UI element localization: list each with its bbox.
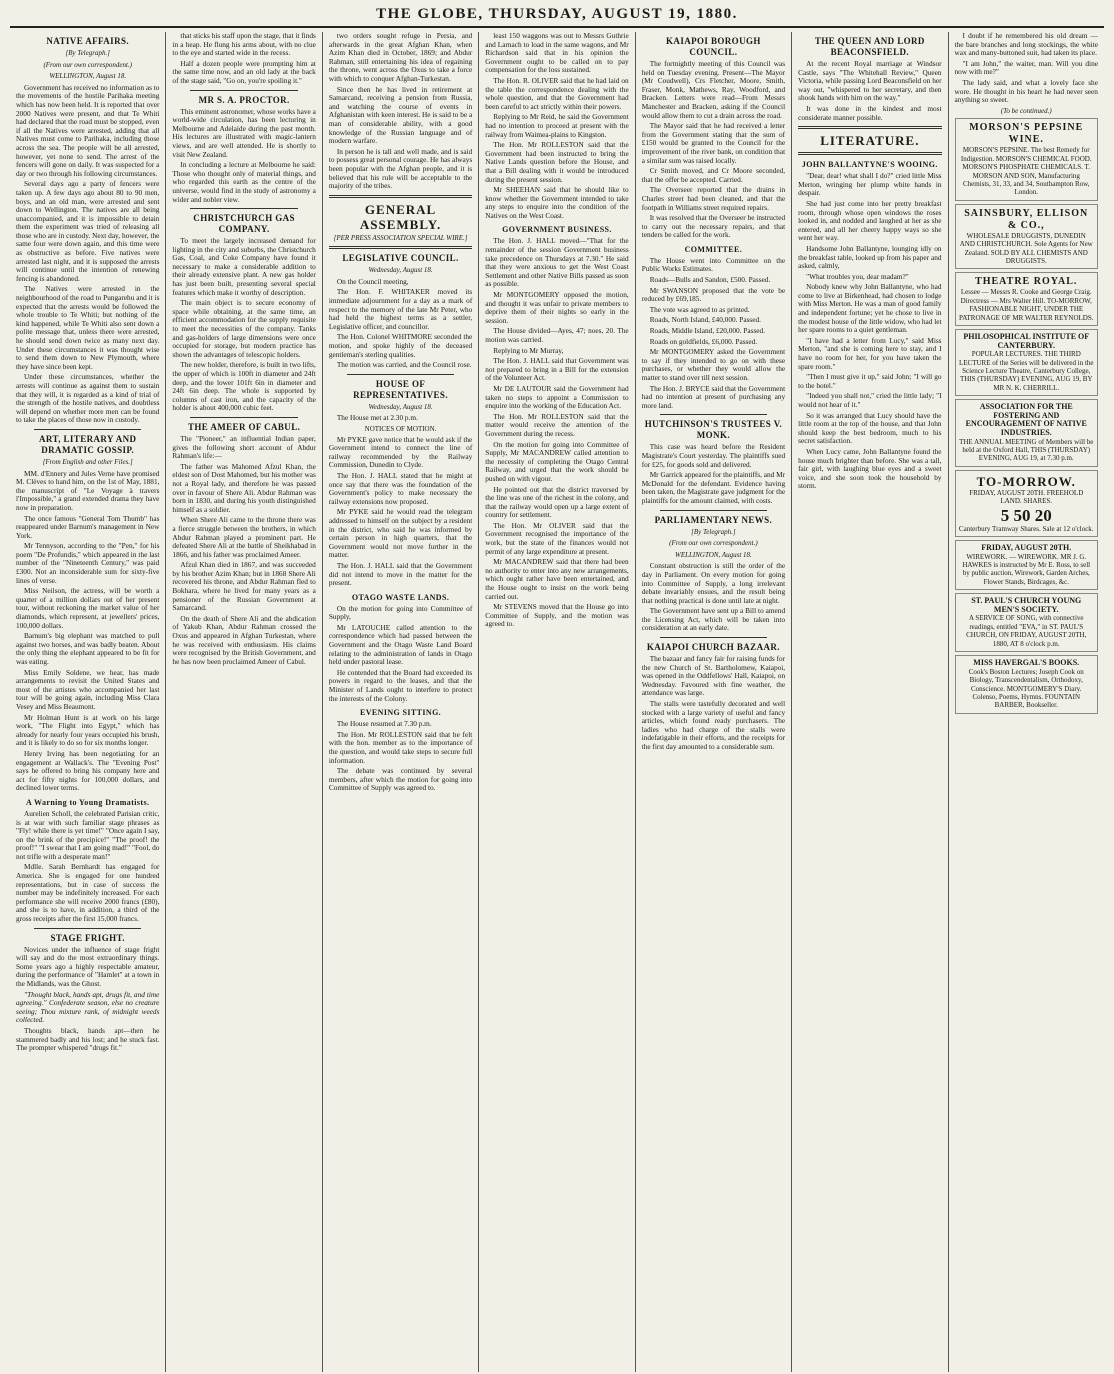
paragraph: Roads, North Island, £40,000. Passed. xyxy=(649,315,761,325)
warning-heading: A Warning to Young Dramatists. xyxy=(26,797,150,807)
paragraph: Miss Emily Soldene, we hear, has made arrangements to revisit the United States and most of the artistes who accompanied her last tour will be going again, including Miss Clara Vesey and Miss Beaumont. xyxy=(16,667,160,711)
art-gossip-heading: ART, LITERARY AND DRAMATIC GOSSIP. xyxy=(38,433,137,455)
paragraph: The "Pioneer," an influential Indian paper, gives the following short account of Abdur Rahman's life:— xyxy=(172,433,316,461)
paragraph: The Hon. J. BRYCE said that the Government had no intention at present of purchasing any more land. xyxy=(641,383,786,410)
paragraph: Mr MONTGOMERY asked the Government to say if they intended to go on with these purchases, or whether they would allow the matter to stand over till next session. xyxy=(641,347,786,382)
paragraph: So it was arranged that Lucy should have the little room at the top of the house, and that John should keep the best bedroom, much to his secret satisfaction. xyxy=(798,410,942,446)
paragraph: Half a dozen people were prompting him at the same time now, and an old lady at the back of the stage said, "Go on, you're spoiling it." xyxy=(172,58,316,85)
paragraph: At the recent Royal marriage at Windsor Castle, says "The Whitehall Review," Queen Victoria, while passing Lord Beaconsfield on her way out, "whispered to her secretary, and then shook hands with him on the way." xyxy=(798,59,942,103)
legislative-council-heading: LEGISLATIVE COUNCIL. xyxy=(342,253,459,264)
divider xyxy=(660,637,767,638)
paragraph: She had just come into her pretty breakfast room, through whose open windows the roses looked in, and nodded and laughed at her as she entered, and all her cheery happy ways so she went her way. xyxy=(798,198,942,243)
gas-company-heading: CHRISTCHURCH GAS COMPANY. xyxy=(193,213,295,235)
paragraph: I doubt if he remembered his old dream — the bare branches and long stockings, the white wax and many-buttoned suit, had taken its place. xyxy=(954,32,1098,58)
paragraph: The Hon. Colonel WHITMORE seconded the motion, and spoke highly of the deceased gentleman's sterling qualities. xyxy=(328,332,473,359)
advert-title: THEATRE ROYAL. xyxy=(975,276,1078,288)
divider xyxy=(190,90,297,91)
paragraph: Mr Garrick appeared for the plaintiffs, and Mr McDonald for the defendant. Evidence having been taken, the Magistrate gave judgment for the plaintiffs for the amount claimed, with costs. xyxy=(641,470,786,505)
paragraph: that sticks his staff upon the stage, that it finds in a heap. He flung his arms about, with no clue to the eye and started wide in the recess. xyxy=(172,32,316,58)
advert-body: WIREWORK. — WIREWORK. MR J. G. HAWKES is instructed by Mr E. Ross, to sell by public auction, Wirework, Garden Arches, Flower Stands, Birdcages, &c. xyxy=(962,552,1091,586)
paragraph: It was done in the kindest and most considerate manner possible. xyxy=(798,103,942,122)
double-rule xyxy=(329,195,472,198)
paragraph: The Mayor said that he had received a letter from the Government stating that the sum of £150 would be granted to the Council for the improvement of the river bank, on condition that a similar sum was raised locally. xyxy=(641,121,786,165)
paragraph: The main object is to secure economy of space while obtaining, at the same time, an efficient accommodation for the supply requisite to meet the necessities of the company. Tanks and gas-holders of large dimensions were once occupied for storage, but modern practice has shown the advantages of telescopic holders. xyxy=(172,298,316,359)
parliamentary-news-heading: PARLIAMENTARY NEWS. xyxy=(654,514,773,525)
advert-philosophical xyxy=(955,329,1098,396)
date-line: Wednesday, August 18. xyxy=(368,266,433,275)
paragraph: Since then he has lived in retirement at Samarcand, receiving a pension from Russia, and watching the course of events in Afghanistan with keen interest. He is said to be a man of considerable ability, with a good knowledge of the Russian language and of modern warfare. xyxy=(328,84,473,146)
paragraph: least 150 waggons was out to Messrs Guthrie and Larnach to load in the same wagons, and Mr Richardson said that in his opinion the Government ought to be called on to pay compensation for the loss sustained. xyxy=(485,32,629,75)
paragraph: NOTICES OF MOTION. xyxy=(364,425,437,433)
column-2 xyxy=(166,32,322,1372)
paragraph: Mr Holman Hunt is at work on his large work, "The Flight into Egypt," which has already for nearly four years occupied his brush, and it is likely to do so for six months longer. xyxy=(16,712,160,748)
paragraph: Cr Smith moved, and Cr Moore seconded, that the offer be accepted. Carried. xyxy=(641,166,786,184)
government-business-heading: GOVERNMENT BUSINESS. xyxy=(502,225,612,235)
column-7 xyxy=(949,32,1104,1372)
native-affairs-dateline: WELLINGTON, August 18. xyxy=(49,72,127,81)
advert-morson xyxy=(955,118,1098,200)
paragraph: "I am John," the waiter, man. Will you dine now with me?" xyxy=(954,58,1098,77)
paragraph: This eminent astronomer, whose works have a world-wide circulation, has been lecturing in Melbourne and Adelaide during the past month. His lectures are illustrated with magic-lantern views, and are well attended. He is shortly to visit New Zealand. xyxy=(172,106,316,159)
paragraph: Roads, Middle Island, £20,000. Passed. xyxy=(649,326,766,336)
advert-theatre xyxy=(955,272,1098,326)
general-assembly-heading: GENERAL ASSEMBLY. xyxy=(359,201,442,232)
masthead: THE GLOBE, THURSDAY, AUGUST 19, 1880. xyxy=(10,6,1104,28)
paragraph: Mr PYKE said he would read the telegram addressed to himself on the subject by a resident in the district, who said he was informed by certain person in high quarters, that the Government would not move further in the matter. xyxy=(328,507,473,560)
advert-body: MORSON'S PEPSINE. The best Remedy for Indigestion. MORSON'S CHEMICAL FOOD. MORSON'S PHOSPHATE CHEMICALS. T. MORSON AND SON, Manufacturing Chemists, 31, 33, and 34, Southampton Row, London. xyxy=(960,146,1092,197)
advert-title: ST. PAUL'S CHURCH YOUNG MEN'S SOCIETY. xyxy=(971,596,1082,614)
paragraph: The father was Mahomed Afzul Khan, the eldest son of Dost Mahomed, but his mother was not a Royal lady, and therefore he was passed over in favour of Shere Ali. Abdur Rahman was born in 1830, and during his youth distinguished himself as a soldier. xyxy=(172,461,316,514)
paragraph: The House went into Committee on the Public Works Estimates. xyxy=(641,255,786,274)
paragraph: "I have had a letter from Lucy," said Miss Merton, "and she is coming here to stay, and I have no room for her, for you have taken the spare room." xyxy=(798,335,942,371)
paragraph: The Overseer reported that the drains in Charles street had been cleaned, and that the footpath in Williams street required repairs. xyxy=(641,185,786,212)
paragraph: Roads—Bulls and Sandon, £500. Passed. xyxy=(649,275,771,285)
committee-heading: COMMITTEE. xyxy=(684,244,743,254)
advert-sainsbury xyxy=(955,204,1098,270)
paragraph: Government has received no information as to the movements of the hostile Parihaka meeting which has now been held. It is reported that over 2000 Natives were present, and that Te Whiti had declared that the road must be stopped, even if all the Natives were arrested, adding that all Natives must come to Parihaka, including those across the sea. The people will be all arrested, however, yet none to send. The arrest of the fencers will gone on daily. It was suspected for a day or two through his following circumstances. xyxy=(16,82,160,178)
paragraph: The Hon. Mr ROLLESTON said that the Government had been instructed to bring the Native Lands question before the House, and that a Bill dealing with it would be introduced during the present session. xyxy=(485,140,629,184)
advert-title: PHILOSOPHICAL INSTITUTE OF CANTERBURY. xyxy=(963,332,1090,350)
divider xyxy=(190,417,297,418)
paragraph: Mr SHEEHAN said that he should like to know whether the Government intended to take any steps to enquire into the condition of the Natives on the West Coast. xyxy=(485,185,629,220)
paragraph: Mr SWANSON proposed that the vote be reduced by £69,185. xyxy=(641,285,786,304)
paragraph: The fortnightly meeting of this Council was held on Tuesday evening. Present—The Mayor (Mr Coudwell), Crs Fletcher, Moore, Smith, Fraser, Monk, Mathews, Ray, Woodford, and Bracken. Letters were read—From Messrs Manchester and Bracken, asking if the Council would allow them to cut a drain across the road. xyxy=(641,59,786,120)
divider xyxy=(34,928,141,929)
paragraph: To meet the largely increased demand for lighting in the city and suburbs, the Christchurch Gas, Coal, and Coke Company have found it necessary to make a considerable addition to their already extensive plant. A new gas holder has just been built, presenting several special features which make it worthy of description. xyxy=(172,236,316,297)
paragraph: The vote was agreed to as printed. xyxy=(649,304,750,314)
paragraph: The Hon. R. OLIVER said that he had laid on the table the correspondence dealing with the whole question, and that the Government had been careful to act strictly within their powers. xyxy=(485,75,629,111)
paragraph: In person he is tall and well made, and is said to possess great personal courage. He has always been popular with the Afghan people, and it is believed that his rule will be acceptable to the majority of the tribes. xyxy=(328,146,473,191)
paragraph: Henry Irving has been negotiating for an engagement at Wallack's. The "Evening Post" says he offered to bring his company here and act for fifty nights for 100,000 dollars, and declined lower terms. xyxy=(16,748,160,793)
kaiapoi-council-heading: KAIAPOI BOROUGH COUNCIL. xyxy=(666,36,761,57)
advert-title: TO-MORROW. xyxy=(976,473,1076,489)
paragraph: Novices under the influence of stage fright will say and do the most extraordinary things. Some years ago a highly respectable amateur, during the performance of "Hamlet" at a town in the Midlands, was the Ghost. xyxy=(16,944,160,988)
advert-books xyxy=(955,655,1098,714)
parliamentary-news-dateline: WELLINGTON, August 18. xyxy=(675,550,752,559)
paragraph: Roads on goldfields, £6,000. Passed. xyxy=(649,336,758,346)
paragraph: "Indeed you shall not," cried the little lady; "I would not hear of it." xyxy=(798,391,942,409)
paragraph: "Dear, dear! what shall I do?" cried little Miss Merton, wringing her plump white hands in despair. xyxy=(798,171,942,198)
share-numbers: 5 50 20 xyxy=(1000,505,1052,525)
house-heading: HOUSE OF REPRESENTATIVES. xyxy=(353,378,448,400)
column-3 xyxy=(323,32,479,1372)
advert-title: MISS HAVERGAL'S BOOKS. xyxy=(973,658,1080,668)
parliamentary-news-sub2: (From our own correspondent.) xyxy=(669,539,758,548)
paragraph: This case was heard before the Resident Magistrate's Court yesterday. The plaintiffs sued for £25, for goods sold and delivered. xyxy=(641,442,786,469)
double-rule xyxy=(798,152,941,155)
paragraph: Constant obstruction is still the order of the day in Parliament. On every motion for going into Committee of Supply, a long irrelevant debate invariably ensues, and the result being that nothing practical is done until late at night. xyxy=(641,561,786,605)
divider xyxy=(190,208,297,209)
advert-title: MORSON'S PEPSINE WINE. xyxy=(969,122,1084,146)
to-be-continued: (To be continued.) xyxy=(1000,106,1052,115)
divider xyxy=(34,429,141,430)
column-5 xyxy=(636,32,792,1372)
paragraph: The Government have sent up a Bill to amend the Licensing Act, which will be taken into consideration at an early date. xyxy=(641,606,786,633)
paragraph: The lady said, and what a lovely face she wore. He thought in his heart he had never seen anything so sweet. xyxy=(954,77,1098,105)
paragraph: two orders sought refuge in Persia, and afterwards in the great Afghan Khan, when Azim Khan died in October, 1869; and Abdur Rahman, still entertaining his idea of regaining the throne, went across the Oxus to take a force with which to conquer Afghan-Turkestan. xyxy=(328,32,473,83)
paragraph: On the motion for going into Committee of Supply, xyxy=(328,603,473,622)
paragraph: The Hon. Mr ROLLESTON said that he felt with the hon. member as to the importance of the question, and would take steps to secure full information. xyxy=(328,729,473,765)
paragraph: The debate was continued by several members, after which the motion for going into Committee of Supply was agreed to. xyxy=(328,766,473,793)
advert-body: A SERVICE OF SONG, with connective readings, entitled "EVA," in ST. PAUL'S CHURCH, ON FRIDAY, AUGUST 20TH, 1880, AT 8 o'clock p.m. xyxy=(966,614,1087,648)
advert-wirework xyxy=(955,540,1098,590)
advert-body: THE ANNUAL MEETING of Members will be held at the Oxford Hall, THIS (THURSDAY) EVENING, AUG 19, at 7.30 p.m. xyxy=(959,437,1094,463)
advert-body: WHOLESALE DRUGGISTS, DUNEDIN AND CHRISTCHURCH. Sole Agents for New Zealand. SOLD BY ALL CHEMISTS AND DRUGGISTS. xyxy=(959,231,1093,265)
paragraph: The new holder, therefore, is built in two lifts, the upper of which is 100ft in diameter and 24ft deep, and the lower 101ft 6in in diameter and 24ft 6in deep. The whole is supported by columns of cast iron, and the capacity of the holder is about 400,000 cubic feet. xyxy=(172,360,316,413)
double-rule xyxy=(329,246,472,249)
parliamentary-news-sub: [By Telegraph.] xyxy=(691,527,736,536)
paragraph: Mr LATOUCHE called attention to the correspondence which had passed between the Government and the Otago Waste Land Board relating to the administration of lands in Otago held under pastoral lease. xyxy=(328,622,473,667)
ameer-heading: THE AMEER OF CABUL. xyxy=(187,421,301,432)
native-affairs-sub: [By Telegraph.] xyxy=(65,49,110,57)
paragraph: The Hon. J. HALL moved—"That for the remainder of the session Government business take precedence on Thursdays at 7.30." He said that they were anxious to get the West Coast Settlement and other Native Bills passed as soon as possible. xyxy=(485,236,629,289)
divider xyxy=(347,374,454,375)
paragraph: Mr MACANDREW said that there had been no authority to enter into any new arrangements, which ought rather have been entertained, and the House ought to insist on the work being carried out. xyxy=(485,557,629,601)
paragraph: He contended that the Board had exceeded its powers in regard to the leases, and that the Minister of Lands ought to interfere to protect the interests of the Colony. xyxy=(328,667,473,703)
paragraph: On the Council meeting, xyxy=(336,276,409,286)
advert-title: SAINSBURY, ELLISON & CO., xyxy=(964,207,1089,231)
paragraph: Aurelien Scholl, the celebrated Parisian critic, is at war with such familiar stage phrases as "Fly! while there is yet time!" "Once again I say, on the brink of the precipice!" "The proof! the proof!" "I swear that I am going mad!" "Fool, do not trifle with a desperate man!" xyxy=(16,808,160,861)
paragraph: The Hon. J. HALL said that the Government did not intend to move in the matter for the present. xyxy=(328,560,473,588)
paragraph: Mdlle. Sarah Bernhardt has engaged for America. She is engaged for one hundred representations, but in case of success the number may be indefinitely increased. For each performance she will receive 2000 francs (£80), and she is to have, in addition, a third of the gross receipts after the first 15,000 francs. xyxy=(16,862,160,924)
paragraph: Mr MONTGOMERY opposed the motion, and thought it was unfair to private members to deprive them of their nights so early in the session. xyxy=(485,290,629,325)
paragraph: Afzul Khan died in 1867, and was succeeded by his brother Azim Khan; but in 1868 Shere Ali recovered his throne, and Abdur Rahman fled to Bokhara, where he lived for many years as a pensioner of the Russian Government at Samarcand. xyxy=(172,560,316,613)
paragraph: The House resumed at 7.30 p.m. xyxy=(336,719,432,729)
date-line: Wednesday, August 18. xyxy=(368,402,433,411)
advert-association xyxy=(955,399,1098,467)
story-title: JOHN BALLANTYNE'S WOOING. xyxy=(801,160,938,170)
stage-fright-heading: STAGE FRIGHT. xyxy=(50,932,125,943)
literature-heading: LITERATURE. xyxy=(820,133,920,149)
advert-body: Lessee — Messrs R. Cooke and George Craig. Directress — Mrs Walter Hill. TO-MORROW, FASHIONABLE NIGHT, UNDER THE PATRONAGE OF MR WALTER REYNOLDS. xyxy=(958,288,1094,322)
paragraph: Under these circumstances, whether the arrests will continue as against them to sustain that they will, it is regarded as a kind of trial of the strength of the hostile natives, and doubtless will depend on whether more men can be found to take the places of those now in custody. xyxy=(16,372,160,425)
paragraph: The Hon. F. WHITAKER moved its immediate adjournment for a day as a mark of respect to the memory of the late Mr Peter, who had held the highest terms as a settler, Legislative officer, and councillor. xyxy=(328,287,473,331)
queen-heading: THE QUEEN AND LORD BEACONSFIELD. xyxy=(814,36,925,57)
paragraph: Replying to Mr Reid, he said the Government had no intention to proceed at present with the railway from Waimea-plains to Kingston. xyxy=(485,112,629,139)
otago-waste-lands-heading: OTAGO WASTE LANDS. xyxy=(351,592,450,602)
paragraph: Handsome John Ballantyne, lounging idly on the breakfast table, looked up from his paper and asked, calmly, xyxy=(798,243,942,271)
paragraph: The Hon. Mr OLIVER said that the Government recognised the importance of the work, but the state of the finances would not permit of any large expenditure at present. xyxy=(485,520,629,556)
paragraph: The once famous "General Tom Thumb" has reappeared under Barnum's management in New York. xyxy=(16,513,160,540)
general-assembly-sub: [PER PRESS ASSOCIATION SPECIAL WIRE.] xyxy=(333,233,468,242)
paragraph: Mr STEVENS moved that the House go into Committee of Supply, and the motion was agreed to. xyxy=(485,602,629,629)
paragraph: "Thought black, hands apt, drugs fit, and time agreeing." Confederate season, else no creature seeing; Thou mixture rank, of midnight weeds collected. xyxy=(16,989,160,1025)
art-gossip-sub: [From English and other Files.] xyxy=(42,457,133,466)
paragraph: He pointed out that the district traversed by the line was one of the richest in the colony, and that the railway would open up a large extent of country for settlement. xyxy=(485,484,629,520)
advert-st-pauls xyxy=(955,593,1098,652)
columns xyxy=(10,32,1104,1372)
paragraph: It was resolved that the Overseer be instructed to carry out the necessary repairs, and that tenders be called for the work. xyxy=(641,213,786,240)
native-affairs-heading: NATIVE AFFAIRS. xyxy=(46,36,130,46)
paragraph: Several days ago a party of fencers were taken up. A few days ago about 80 to 90 men, boys, and an old man, were arrested and sent down to Wellington. The natives are all being unaccompanied, and it is impossible to detain them the experiment was tried of releasing all those who are in custody. Next day, however, the same four were down again, and this time were as obstructive as before. Five natives were arrested last night, and it is supposed the arrests will continue until the intention of renewing fencing is abandoned. xyxy=(16,179,160,283)
paragraph: In concluding a lecture at Melbourne he said: Those who thought only of material things, and who regarded this earth as the centre of the universe, would find in the study of astronomy a wider and nobler view. xyxy=(172,160,316,204)
paragraph: Miss Neilson, the actress, will be worth a quarter of a million dollars out of her present tour, without reckoning the market value of her diamonds, which represent, at jewellers' prices, 100,000 dollars. xyxy=(16,586,160,630)
paragraph: Nobody knew why John Ballantyne, who had come to live at Birkenhead, had chosen to lodge with Miss Merton. He was a man of good family and independent fortune; yet he chose to live in the modest house of the little widow, who had let her spare rooms to a quiet gentleman. xyxy=(798,282,942,335)
advert-tomorrow xyxy=(955,470,1098,537)
native-affairs-sub2: (From our own correspondent.) xyxy=(43,60,132,69)
paragraph: The bazaar and fancy fair for raising funds for the new Church of St. Bartholomew, Kaiapoi, was opened in the Oddfellows' Hall, Kaiapoi, on Wednesday. Favoured with fine weather, the attendance was large. xyxy=(641,654,786,698)
paragraph: Mr PYKE gave notice that he would ask if the Government intend to connect the line of railway recommended by the Railway Commission, Dunedin to Clyde. xyxy=(328,434,473,470)
paragraph: The Natives were arrested in the neighbourhood of the road to Pungarehu and it is expected that the arrests would be followed the whole trouble to Te Whiti; but nothing of the kind happened, while Te Whiti also sent down a polite message that, unless there were arrested, he should send down twice as many next day. Under these circumstances it was thought wise to send them down to New Plymouth, where they have since been kept. xyxy=(16,284,160,371)
advert-body: FRIDAY, AUGUST 20TH. FREEHOLD LAND. SHARES. xyxy=(969,488,1084,506)
paragraph: The stalls were tastefully decorated and well stocked with a large variety of useful and fancy articles, which found ready purchasers. The ladies who had charge of the stalls were indefatigable in their efforts, and the receipts for the first day amounted to a considerable sum. xyxy=(641,699,786,751)
column-1 xyxy=(10,32,166,1372)
paragraph: Barnum's big elephant was matched to pull against two horses, and was badly beaten. About the only thing the elephant appeared to be fit for was eating. xyxy=(16,631,160,666)
paragraph: Replying to Mr Murray, xyxy=(493,345,564,355)
double-rule xyxy=(798,126,941,129)
paragraph: The motion was carried, and the Council rose. xyxy=(336,360,472,370)
advert-title: ASSOCIATION FOR THE FOSTERING AND ENCOURAGEMENT OF NATIVE INDUSTRIES. xyxy=(965,402,1087,438)
paragraph: MM. d'Ennery and Jules Verne have promised M. Clèves to hand him, on the 1st of May, 1881, the manuscript of "Le Voyage à travers l'Impossible," a grand extended drama they have now in preparation. xyxy=(16,468,160,512)
paragraph: On the death of Shere Ali and the abdication of Yakub Khan, Abdur Rahman crossed the Oxus and appeared in Afghan Turkestan, where he was received with enthusiasm. His claims were recognised by the British Government, and he has now been proclaimed Ameer of Cabul. xyxy=(172,613,316,666)
paragraph: The Hon. J. HALL said that Government was not prepared to bring in a Bill for the extension of the Volunteer Act. xyxy=(485,356,629,383)
paragraph: The House met at 2.30 p.m. xyxy=(336,413,418,423)
column-4 xyxy=(479,32,635,1372)
paragraph: Thoughts black, hands apt—then he stammered badly and his lost; and he stuck fast. The prompter whispered "drugs fit." xyxy=(16,1025,160,1053)
paragraph: The House divided—Ayes, 47; noes, 20. The motion was carried. xyxy=(485,326,629,344)
column-6 xyxy=(792,32,948,1372)
advert-body: Canterbury Tramway Shares. Sale at 12 o'clock. xyxy=(958,524,1094,533)
evening-sitting-heading: EVENING SITTING. xyxy=(360,708,442,718)
paragraph: On the motion for going into Committee of Supply, Mr MACANDREW called attention to the necessity of completing the Otago Central Railway, and urged that the work should be pushed on with vigour. xyxy=(485,439,629,483)
church-bazaar-heading: KAIAPOI CHURCH BAZAAR. xyxy=(646,642,780,653)
paragraph: "Then I must give it up," said John; "I will go to the hotel." xyxy=(798,372,942,390)
proctor-heading: MR S. A. PROCTOR. xyxy=(198,94,290,105)
paragraph: Mr Tennyson, according to the "Pen," for his poem "De Profundis," which appeared in the last number of the "Nineteenth Century," was paid £300. Not an inconsiderable sum for sixty-five lines of verse. xyxy=(16,541,160,585)
paragraph: When Shere Ali came to the throne there was a fierce struggle between the brothers, in which Abdur Rahman played a prominent part. He defeated Shere Ali at the battle of Sheikhabad in 1866, and his father was proclaimed Ameer. xyxy=(172,515,316,559)
paragraph: The Hon. Mr ROLLESTON said that the matter would receive the attention of the Government during the recess. xyxy=(485,411,629,438)
advert-body: Cook's Boston Lectures; Joseph Cook on Biology, Transcendentalism, Orthodoxy, Conscience. MONTGOMERY'S Diary. Colenso, Poems, Hymns. FOUNTAIN BARBER, Bookseller. xyxy=(968,667,1084,710)
paragraph: "What troubles you, dear madam?" xyxy=(806,271,909,281)
divider xyxy=(660,414,767,415)
paragraph: Mr DE LAUTOUR said the Government had taken no steps to appoint a Commission to enquire into the working of the Education Act. xyxy=(485,383,629,411)
hutchinson-heading: HUTCHINSON'S TRUSTEES V. MONK. xyxy=(644,419,783,441)
divider xyxy=(660,510,767,511)
advert-title: FRIDAY, AUGUST 20TH. xyxy=(981,543,1072,553)
paragraph: The Hon. J. HALL stated that he might at once say that there was the foundation of the Government's policy to make necessary the railway extensions now proposed. xyxy=(328,470,473,506)
advert-body: POPULAR LECTURES. THE THIRD LECTURE of the Series will be delivered in the Science Lecture Theatre, Canterbury College, THIS (THURSDAY) EVENING, AUG 19, BY MR N. K. CHERRILL. xyxy=(958,350,1094,392)
paragraph: When Lucy came, John Ballantyne found the house much brighter than before. She was a tall, fair girl, with laughing blue eyes and a sweet voice, and she soon took the household by storm. xyxy=(798,446,942,491)
